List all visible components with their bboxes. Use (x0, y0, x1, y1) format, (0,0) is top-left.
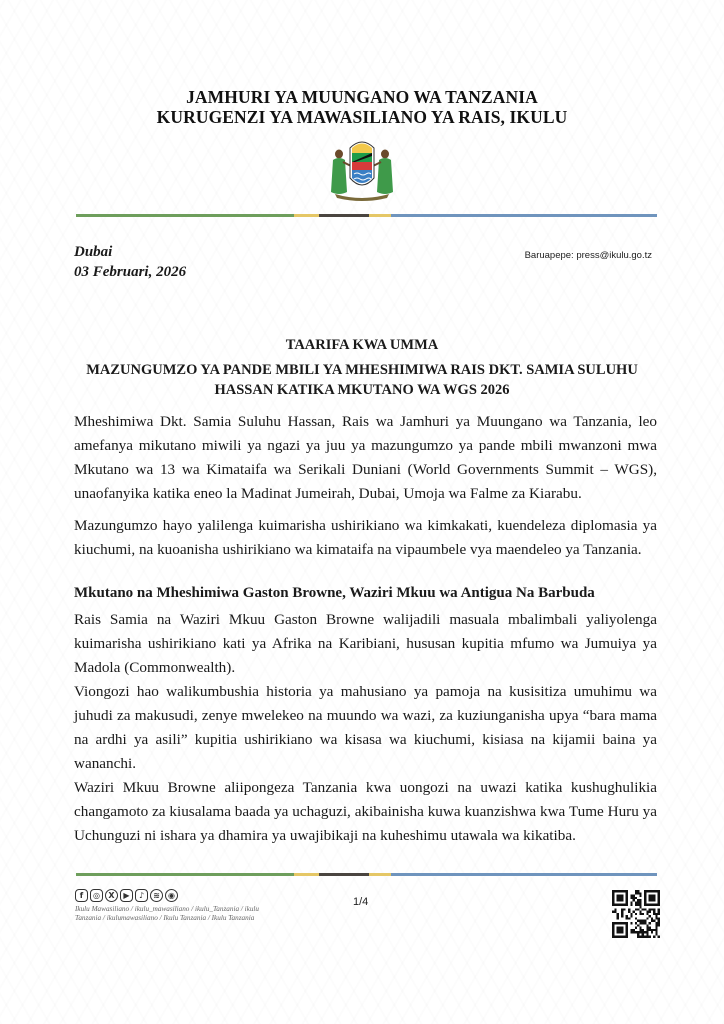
instagram-icon[interactable]: ◎ (90, 889, 103, 902)
tricolor-divider-top (76, 214, 657, 217)
tanzania-coat-of-arms-icon (317, 136, 407, 202)
facebook-icon[interactable]: f (75, 889, 88, 902)
dateline-date: 03 Februari, 2026 (74, 264, 187, 280)
page-number: 1/4 (353, 896, 369, 908)
spotify-icon[interactable]: ≋ (150, 889, 163, 902)
paragraph-objectives: Mazungumzo hayo yalilenga kuimarisha ushirikiano wa kimkakati, kuendeleza diplomasia ya kiuchumi, na kuoanisha ushirikiano wa kimataifa na vipaumbele vya maendeleo ya Tanzania. (74, 517, 657, 558)
header-republic-name: JAMHURI YA MUUNGANO WA TANZANIA (186, 87, 538, 107)
podcast-icon[interactable]: ◉ (165, 889, 178, 902)
paragraph-section-3: Waziri Mkuu Browne aliipongeza Tanzania kwa uongozi na uwazi katika kushughulikia changamoto za kiusalama baada ya uchaguzi, akibainisha kuwa kuanzishwa kwa Tume Huru ya Uchunguzi ni ishara ya dhamira ya uwajibikaji na kuheshimu utawala wa kikatiba. (74, 779, 657, 844)
social-icons (75, 889, 178, 902)
section-heading: Mkutano na Mheshimiwa Gaston Browne, Waziri Mkuu wa Antigua Na Barbuda (74, 585, 595, 601)
paragraph-section-2: Viongozi hao walikumbushia historia ya mahusiano ya pamoja na kusisitiza umuhimu wa juhudi za makusudi, zenye mwelekeo na muundo wa wazi, za kuziunganisha upya “bara mama na ardhi ya asili” kupitia ushirikiano wa kisasa wa kiuchumi, kisiasa na kijamii baina ya wananchi. (74, 683, 657, 772)
youtube-icon[interactable]: ▶ (120, 889, 133, 902)
x-icon[interactable]: X (105, 889, 118, 902)
header-directorate-name: KURUGENZI YA MAWASILIANO YA RAIS, IKULU (156, 107, 568, 127)
document-title: MAZUNGUMZO YA PANDE MBILI YA MHESHIMIWA RAIS DKT. SAMIA SULUHU HASSAN KATIKA MKUTANO WA WGS 2026 (86, 362, 638, 398)
paragraph-section-1: Rais Samia na Waziri Mkuu Gaston Browne walijadili masuala mbalimbali yaliyolenga kuimarisha ushirikiano kati ya Afrika na Karibiani, hususan kupitia mfumo wa Jumuiya ya Madola (Commonwealth). (74, 611, 657, 676)
tiktok-icon[interactable]: ♪ (135, 889, 148, 902)
press-email[interactable]: Baruapepe: press@ikulu.go.tz (524, 250, 652, 261)
tricolor-divider-bottom (76, 873, 657, 876)
paragraph-intro: Mheshimiwa Dkt. Samia Suluhu Hassan, Rais wa Jamhuri ya Muungano wa Tanzania, leo amefanya mikutano miwili ya ngazi ya juu ya mazungumzo ya pande mbili mwanzoni mwa Mkutano wa 13 wa Kimataifa wa Serikali Duniani (World Governments Summit – WGS), unaofanyika katika eneo la Madinat Jumeirah, Dubai, Umoja wa Falme za Kiarabu. (74, 413, 657, 502)
document-type: TAARIFA KWA UMMA (285, 337, 439, 353)
social-handles: Ikulu Mawasiliano / ikulu_mawasiliano / ikulu_Tanzania / ikulu Tanzania / ikulumawasiliano / Ikulu Tanzania / Ikulu Tanzania (75, 905, 260, 923)
dateline-place: Dubai (74, 244, 113, 260)
qr-code-icon[interactable] (612, 890, 660, 938)
